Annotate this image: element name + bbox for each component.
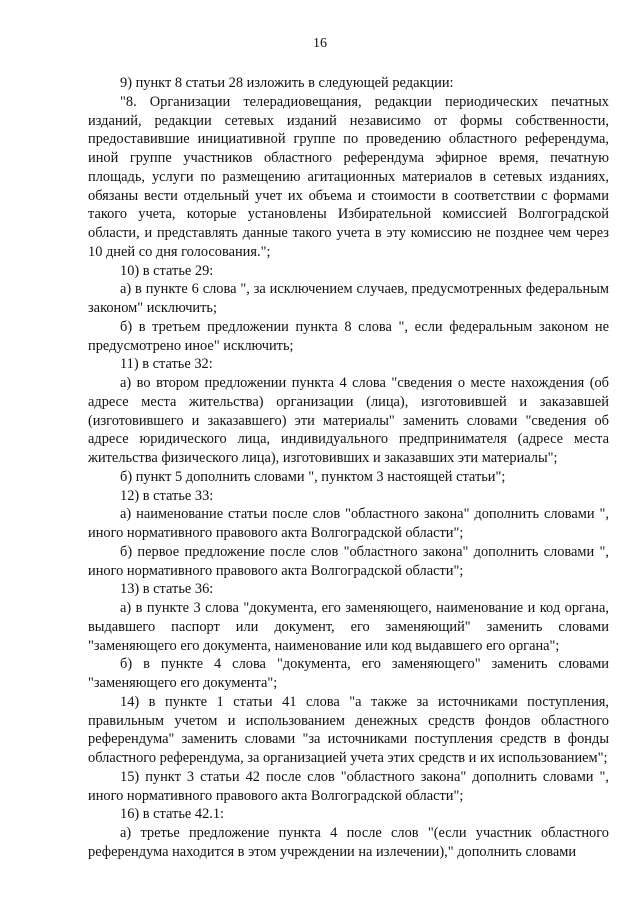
- paragraph-item-13a: а) в пункте 3 слова "документа, его заменяющего, наименование и код органа, выдавшего паспорт или документ, его заменяющий" заменить словами "заменяющего его документа, наименование или код выдавшего его органа";: [88, 600, 609, 654]
- paragraph-item-12: 12) в статье 33:: [120, 487, 214, 504]
- paragraph-item-13b: б) в пункте 4 слова "документа, его заменяющего" заменить словами "заменяющего его документа";: [88, 656, 609, 691]
- paragraph-item-11a: а) во втором предложении пункта 4 слова "сведения о месте нахождения (об адресе места жительства) организации (лица), изготовившей и заказавшей (изготовившего и заказавшего) эти материалы" заменить словами "сведения об адресе юридического лица, индивидуального предпринимателя (адресе места жительства физического лица), изготовивших и заказавших эти материалы";: [88, 375, 609, 466]
- paragraph-item-10b: б) в третьем предложении пункта 8 слова ", если федеральным законом не предусмотрено иное" исключить;: [88, 318, 609, 354]
- paragraph-item-10: 10) в статье 29:: [120, 262, 214, 279]
- paragraph-item-11b: б) пункт 5 дополнить словами ", пунктом 3 настоящей статьи";: [120, 468, 506, 485]
- paragraph-article-28-text: "8. Организации телерадиовещания, редакции периодических печатных изданий, редакции сетевых изданий независимо от формы собственности, предоставившие инициативной группе по проведению областного референдума, иной группе участников областного референдума эфирное время, печатную площадь, услуги по размещению агитационных материалов в сетевых изданиях, обязаны вести отдельный учет их объема и стоимости в соответствии с формами такого учета, которые установлены Избирательной комиссией Волгоградской области, и представлять данные такого учета в эту комиссию не позднее чем через 10 дней со дня голосования.";: [88, 93, 609, 260]
- paragraph-item-16: 16) в статье 42.1:: [120, 806, 225, 823]
- paragraph-item-12b: б) первое предложение после слов "областного закона" дополнить словами ", иного нормативного правового акта Волгоградской области";: [88, 543, 609, 579]
- paragraph-item-11: 11) в статье 32:: [120, 356, 213, 373]
- paragraph-item-9: 9) пункт 8 статьи 28 изложить в следующей редакции:: [120, 75, 454, 91]
- paragraph-item-15: 15) пункт 3 статьи 42 после слов "областного закона" дополнить словами ", иного нормативного правового акта Волгоградской области";: [88, 768, 609, 804]
- paragraph-item-13: 13) в статье 36:: [120, 581, 214, 598]
- paragraph-item-14: 14) в пункте 1 статьи 41 слова "а также за источниками поступления, правильным учетом и использованием денежных средств фондов областного референдума" заменить словами "за источниками поступления средств в фонды областного референдума, за организацией учета этих средств и их использованием";: [88, 693, 609, 766]
- paragraph-item-12a: а) наименование статьи после слов "областного закона" дополнить словами ", иного нормативного правового акта Волгоградской области";: [88, 506, 609, 541]
- paragraph-item-10a: а) в пункте 6 слова ", за исключением случаев, предусмотренных федеральным законом" исключить;: [88, 281, 609, 316]
- document-body: [88, 74, 609, 862]
- paragraph-item-16a: а) третье предложение пункта 4 после слов "(если участник областного референдума находится в этом учреждении на излечении)," дополнить словами: [88, 825, 609, 860]
- page-number: 16: [313, 36, 327, 51]
